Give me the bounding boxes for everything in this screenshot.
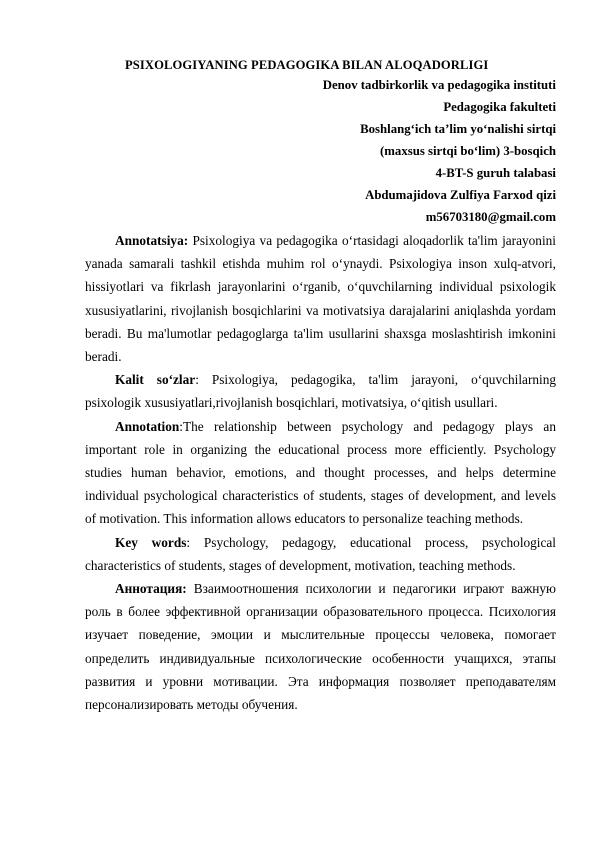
abstract-section (85, 229, 556, 716)
institute-name: Denov tadbirkorlik va pedagogika instituti (322, 78, 556, 92)
author-email: m56703180@gmail.com (425, 210, 556, 224)
abstract-uz-text: Psixologiya va pedagogika o‘rtasidagi aloqadorlik ta'lim jarayonini yanada samarali tashkil etishda muhim rol o‘ynaydi. Psixologiya inson xulq-atvori, hissiyotlari va fikrlash jarayonlarini o‘rganib, o‘quvchilarning individual psixologik xususiyatlarini, rivojlanish bosqichlarini va motivatsiya darajalarini aniqlashda yordam beradi. Bu ma'lumotlar pedagoglarga ta'lim usullarini shaxsga moslashtirish imkonini beradi. (85, 233, 556, 365)
abstract-ru (85, 577, 556, 716)
abstract-ru-text: Взаимоотношения психологии и педагогики играют важную роль в более эффективной организации образовательного процесса. Психология изучает поведение, эмоции и мыслительные процессы человека, помогает определить индивидуальные психологические особенности учащихся, этапы развития и уровни мотивации. Эта информация позволяет преподавателям персонализировать методы обучения. (85, 581, 556, 713)
abstract-en-label: Annotation (115, 418, 180, 434)
course-stage-line: (maxsus sirtqi bo‘lim) 3-bosqich (380, 144, 556, 158)
group-line: 4-BT-S guruh talabasi (435, 166, 556, 180)
paper-title: PSIXOLOGIYANING PEDAGOGIKA BILAN ALOQADORLIGI (125, 58, 489, 72)
keywords-uz-label: Kalit so‘zlar (115, 372, 196, 388)
abstract-uz-label: Annotatsiya: (115, 233, 189, 248)
keywords-en-text: : Psychology, pedagogy, educational process, psychological characteristics of students, stages of development, motivation, teaching methods. (85, 534, 556, 573)
author-name: Abdumajidova Zulfiya Farxod qizi (365, 188, 556, 202)
abstract-ru-label: Аннотация: (115, 581, 187, 597)
faculty-name: Pedagogika fakulteti (443, 100, 556, 114)
abstract-en (85, 415, 556, 531)
abstract-en-text: :The relationship between psychology and pedagogy plays an important role in organizing the educational process more efficiently. Psychology studies human behavior, emotions, and thought processes, and helps determine individual psychological characteristics of students, stages of development, and levels of motivation. This information allows educators to personalize teaching methods. (85, 418, 556, 527)
keywords-uz (85, 368, 556, 414)
keywords-en (85, 531, 556, 577)
keywords-uz-text: : Psixologiya, pedagogika, ta'lim jarayoni, o‘quvchilarning psixologik xususiyatlari,rivojlanish bosqichlari, motivatsiya, o‘qitish usullari. (85, 372, 557, 411)
keywords-en-label: Key words (115, 534, 187, 550)
abstract-uz (85, 229, 556, 368)
department-line: Boshlang‘ich ta’lim yo‘nalishi sirtqi (360, 122, 556, 136)
